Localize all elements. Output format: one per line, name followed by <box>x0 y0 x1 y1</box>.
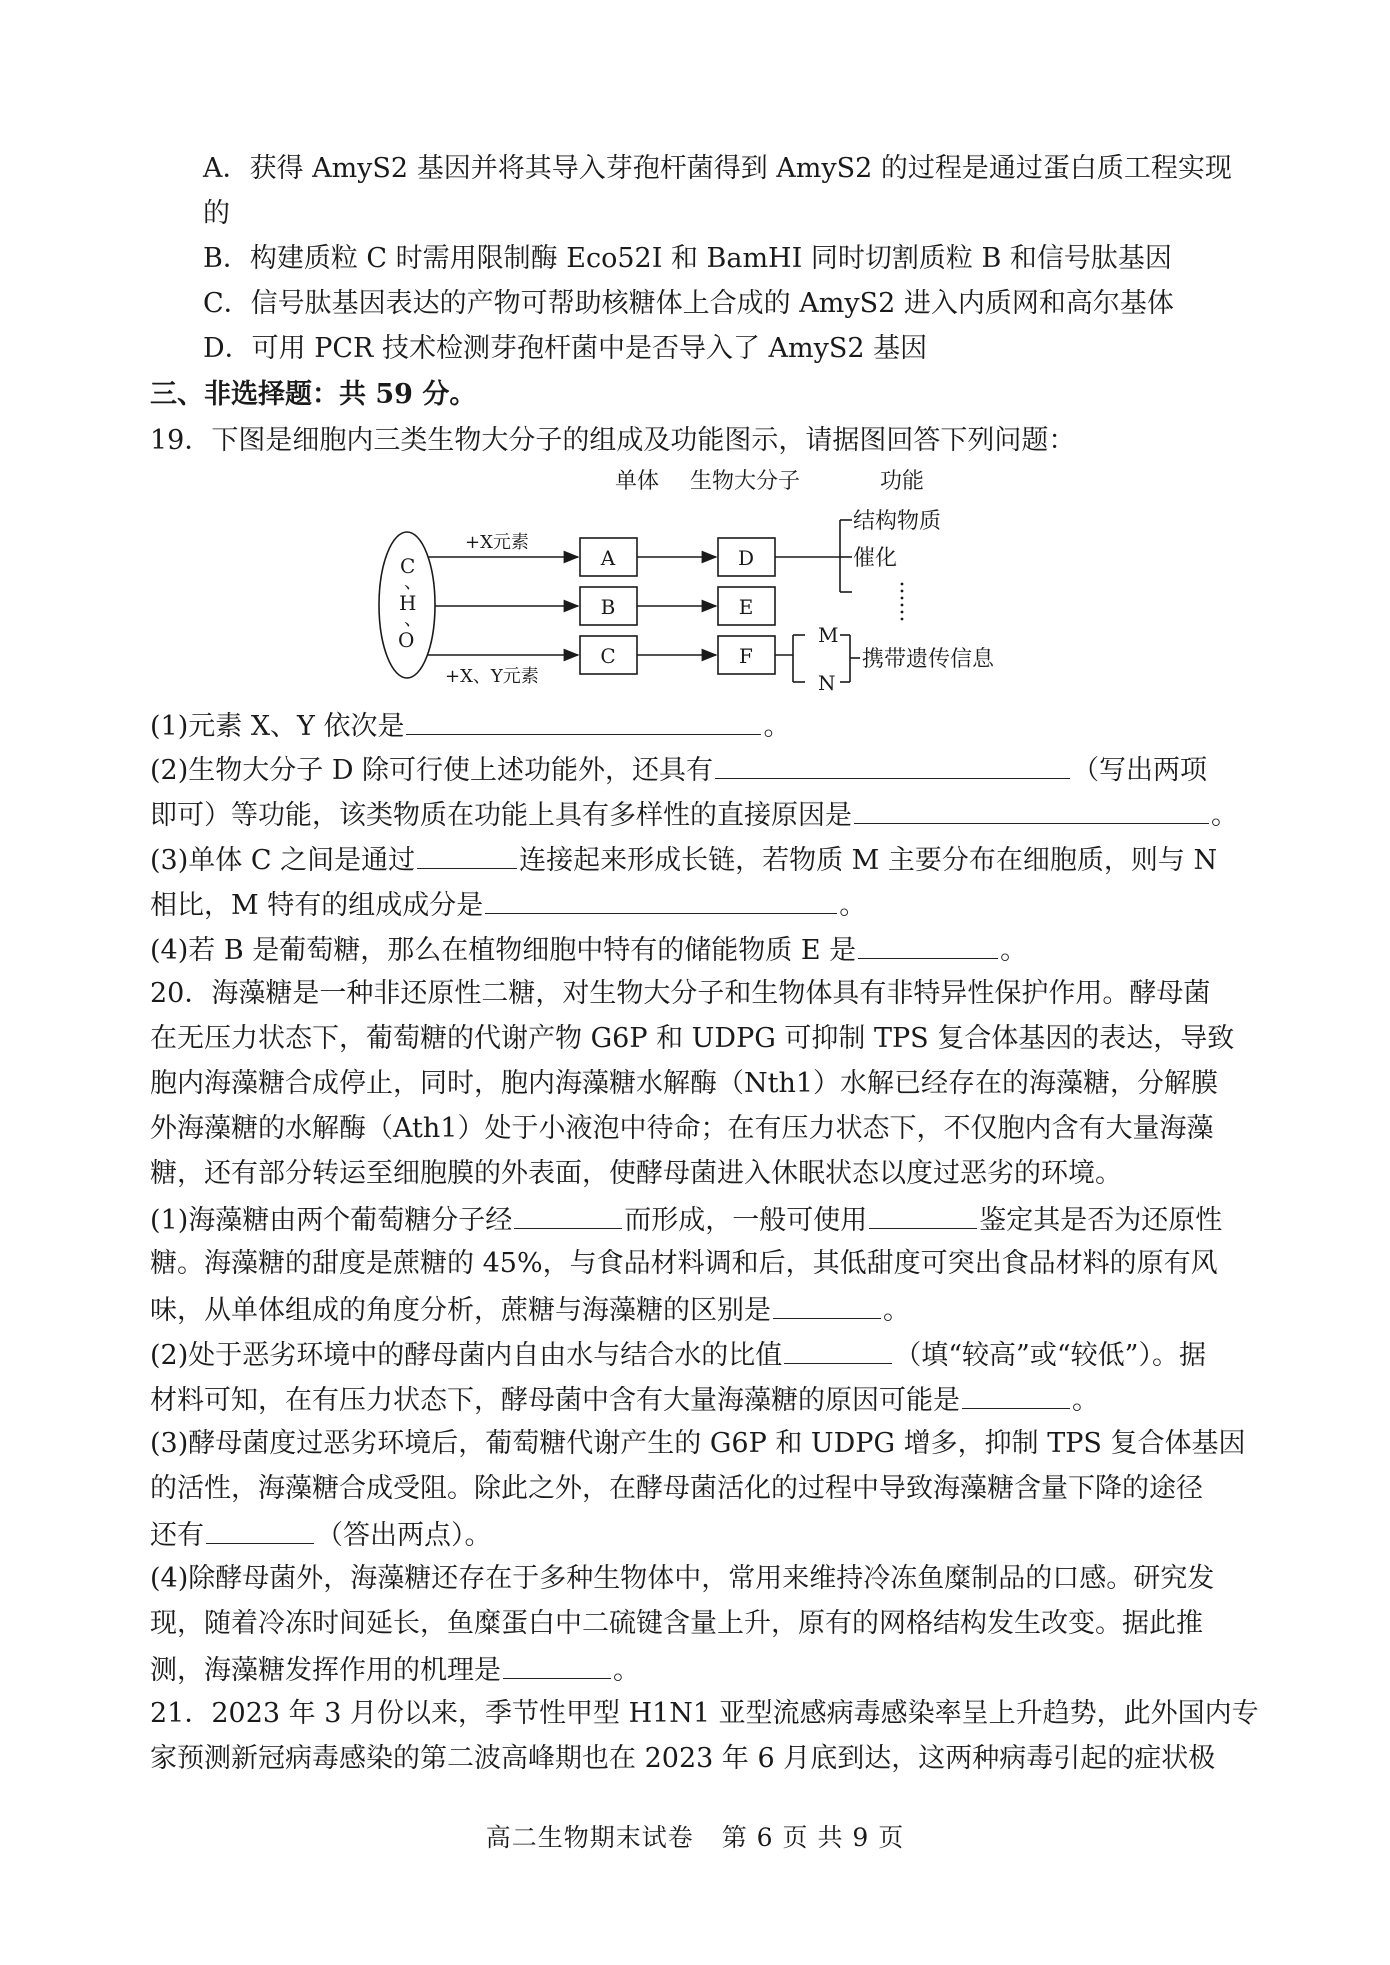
q18-option-b: B．构建质粒 C 时需用限制酶 Eco52I 和 BamHI 同时切割质粒 B 和信号肽基因 <box>203 243 1172 274</box>
nucleic-acid-n: N <box>818 671 836 695</box>
answer-blank[interactable] <box>773 1292 881 1319</box>
q19-stem: 19．下图是细胞内三类生物大分子的组成及功能图示，请据图回答下列问题： <box>150 425 1076 456</box>
element-o: O <box>398 628 415 652</box>
q21-line2: 家预测新冠病毒感染的第二波高峰期也在 2023 年 6 月底到达，这两种病毒引起的症状极 <box>150 1743 1216 1774</box>
monomer-a: A <box>600 546 616 570</box>
q20-stem-line5: 糖，还有部分转运至细胞膜的外表面，使酵母菌进入休眠状态以度过恶劣的环境。 <box>150 1158 1122 1189</box>
q19-part1: (1)元素 X、Y 依次是 。 <box>150 708 1250 744</box>
answer-blank[interactable] <box>858 932 998 959</box>
page-footer <box>0 1822 1390 1854</box>
answer-blank[interactable] <box>869 1202 977 1229</box>
element-h: H <box>399 591 417 615</box>
function-catalysis: 催化 <box>853 546 898 571</box>
header-function: 功能 <box>880 469 925 494</box>
q20-part1-line1: (1)海藻糖由两个葡萄糖分子经 而形成，一般可使用 鉴定其是否为还原性 <box>150 1202 1250 1238</box>
q19-part3-line2: 相比，M 特有的组成成分是 。 <box>150 887 1250 923</box>
q18-option-d: D．可用 PCR 技术检测芽孢杆菌中是否导入了 AmyS2 基因 <box>203 333 928 364</box>
q20-part4-line3: 测，海藻糖发挥作用的机理是 。 <box>150 1652 1250 1688</box>
q18-option-a-line2: 的 <box>203 198 230 229</box>
q19-part2-line1: (2)生物大分子 D 除可行使上述功能外，还具有 （写出两项 <box>150 752 1250 788</box>
q18-option-c: C．信号肽基因表达的产物可帮助核糖体上合成的 AmyS2 进入内质网和高尔基体 <box>203 288 1174 319</box>
header-macromolecule: 生物大分子 <box>690 469 801 494</box>
monomer-b: B <box>600 595 616 619</box>
q19-part3-line1: (3)单体 C 之间是通过 连接起来形成长链，若物质 M 主要分布在细胞质，则与 N <box>150 842 1250 878</box>
answer-blank[interactable] <box>503 1652 611 1679</box>
answer-blank[interactable] <box>854 797 1209 824</box>
answer-blank[interactable] <box>206 1517 314 1544</box>
edge-label-xy: +X、Y元素 <box>445 666 539 687</box>
q20-part3-line2: 的活性，海藻糖合成受阻。除此之外，在酵母菌活化的过程中导致海藻糖含量下降的途径 <box>150 1473 1203 1504</box>
edge-label-x: +X元素 <box>465 532 529 553</box>
macromolecule-e: E <box>738 595 754 619</box>
q20-part4-line2: 现，随着冷冻时间延长，鱼糜蛋白中二硫键含量上升，原有的网格结构发生改变。据此推 <box>150 1608 1203 1639</box>
answer-blank[interactable] <box>485 887 837 914</box>
ellipsis-vertical <box>901 583 904 621</box>
q20-stem-line3: 胞内海藻糖合成停止，同时，胞内海藻糖水解酶（Nth1）水解已经存在的海藻糖，分解膜 <box>150 1068 1219 1099</box>
macromolecule-d: D <box>737 546 755 570</box>
q20-part2-line2: 材料可知，在有压力状态下，酵母菌中含有大量海藻糖的原因可能是 。 <box>150 1382 1250 1418</box>
header-monomer: 单体 <box>615 469 660 494</box>
q21-line1: 21．2023 年 3 月份以来，季节性甲型 H1N1 亚型流感病毒感染率呈上升趋势，此外国内专 <box>150 1698 1259 1729</box>
q20-part2-line1: (2)处于恶劣环境中的酵母菌内自由水与结合水的比值 （填“较高”或“较低”）。据 <box>150 1337 1250 1373</box>
q20-part4-line1: (4)除酵母菌外，海藻糖还存在于多种生物体中，常用来维持冷冻鱼糜制品的口感。研究发 <box>150 1563 1215 1594</box>
nucleic-acid-m: M <box>818 623 839 647</box>
answer-blank[interactable] <box>406 708 761 735</box>
answer-blank[interactable] <box>962 1382 1070 1409</box>
answer-blank[interactable] <box>514 1202 622 1229</box>
element-c: C <box>400 554 416 578</box>
function-structural: 结构物质 <box>853 509 942 534</box>
q20-stem-line4: 外海藻糖的水解酶（Ath1）处于小液泡中待命；在有压力状态下，不仅胞内含有大量海藻 <box>150 1113 1214 1144</box>
answer-blank[interactable] <box>784 1337 892 1364</box>
section3-title: 三、非选择题：共 59 分。 <box>150 379 477 410</box>
q18-option-a-line1: A．获得 AmyS2 基因并将其导入芽孢杆菌得到 AmyS2 的过程是通过蛋白质工程实现 <box>203 153 1232 184</box>
q20-stem-line1: 20．海藻糖是一种非还原性二糖，对生物大分子和生物体具有非特异性保护作用。酵母菌 <box>150 978 1211 1009</box>
element-sep-2: 、 <box>404 609 422 630</box>
macromolecule-f: F <box>739 644 753 668</box>
answer-blank[interactable] <box>417 842 517 869</box>
q20-part3-line1: (3)酵母菌度过恶劣环境后，葡萄糖代谢产生的 G6P 和 UDPG 增多，抑制 TPS 复合体基因 <box>150 1428 1246 1459</box>
monomer-c: C <box>600 644 616 668</box>
q20-part3-line3: 还有 （答出两点）。 <box>150 1517 1250 1553</box>
q20-part1-line2: 糖。海藻糖的甜度是蔗糖的 45%，与食品材料调和后，其低甜度可突出食品材料的原有风 <box>150 1248 1218 1279</box>
footer-exam-title: 高二生物期末试卷 <box>485 1823 694 1852</box>
q20-part1-line3: 味，从单体组成的角度分析，蔗糖与海藻糖的区别是 。 <box>150 1292 1250 1328</box>
q19-part4: (4)若 B 是葡萄糖，那么在植物细胞中特有的储能物质 E 是 。 <box>150 932 1250 968</box>
q19-part2-line2: 即可）等功能，该类物质在功能上具有多样性的直接原因是 。 <box>150 797 1250 833</box>
q20-stem-line2: 在无压力状态下，葡萄糖的代谢产物 G6P 和 UDPG 可抑制 TPS 复合体基因的表达，导致 <box>150 1023 1235 1054</box>
element-sep-1: 、 <box>404 572 422 593</box>
answer-blank[interactable] <box>715 752 1070 779</box>
function-genetic-info: 携带遗传信息 <box>862 647 995 672</box>
q19-biomolecule-diagram <box>370 460 1050 705</box>
footer-page-number: 第 6 页 共 9 页 <box>721 1823 905 1852</box>
